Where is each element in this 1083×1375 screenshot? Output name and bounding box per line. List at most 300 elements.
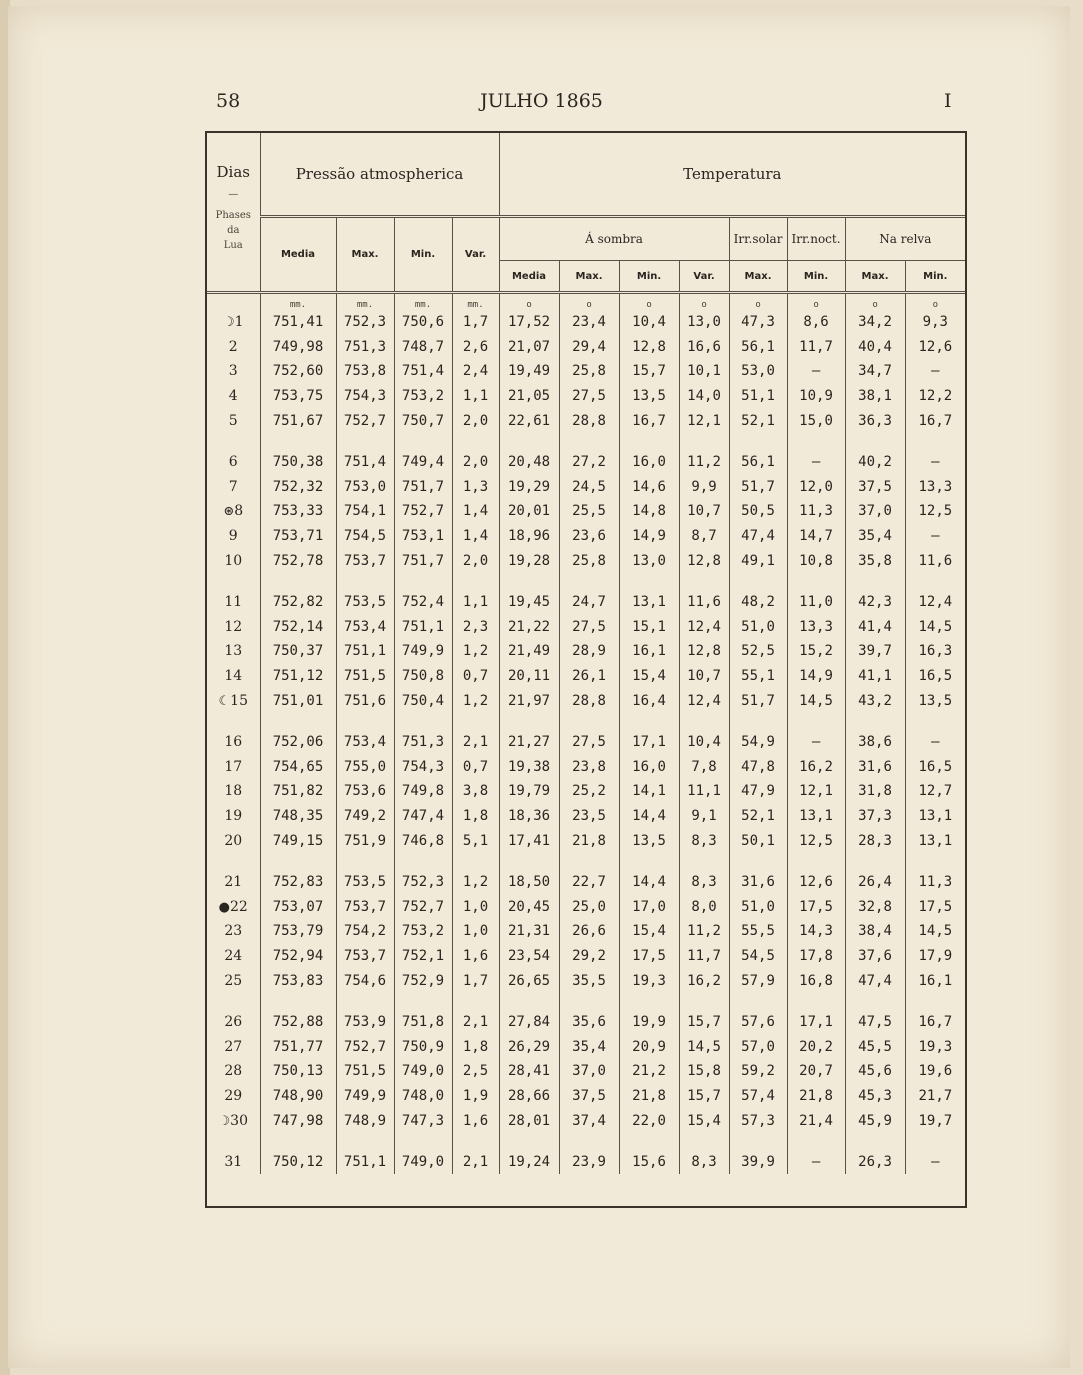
- cell-relva-min: —: [905, 524, 965, 549]
- spacer-cell: [260, 573, 336, 590]
- cell-pressao-min: 753,2: [394, 384, 452, 409]
- cell-sombra-min: 10,4: [619, 310, 679, 335]
- day-number: 4: [228, 388, 238, 405]
- cell-irr-noct-min: 12,5: [787, 828, 845, 853]
- group-spacer: [207, 433, 965, 450]
- spacer-cell: [729, 713, 787, 730]
- units-cell: [207, 293, 260, 311]
- cell-relva-max: 37,5: [845, 475, 905, 500]
- cell-sombra-min: 19,3: [619, 968, 679, 993]
- cell-pressao-min: 752,3: [394, 870, 452, 895]
- cell-sombra-max: 25,8: [559, 548, 619, 573]
- header-irr-solar-max: Max.: [729, 261, 787, 293]
- table-row: [207, 1084, 965, 1109]
- header-phases-line-3: Lua: [223, 240, 243, 251]
- cell-sombra-media: 28,01: [499, 1108, 559, 1133]
- cell-sombra-max: 28,9: [559, 639, 619, 664]
- cell-sombra-media: 28,66: [499, 1084, 559, 1109]
- unit-cell: mm.: [394, 293, 452, 311]
- cell-irr-solar-max: 57,0: [729, 1034, 787, 1059]
- cell-relva-max: 37,6: [845, 944, 905, 969]
- table-body: [207, 293, 965, 1175]
- unit-cell: o: [787, 293, 845, 311]
- day-number: 9: [228, 528, 238, 545]
- spacer-cell: [394, 713, 452, 730]
- header-phases-line-2: da: [227, 225, 240, 236]
- spacer-cell: [207, 433, 260, 450]
- spacer-cell: [729, 433, 787, 450]
- day-cell: [207, 944, 260, 969]
- cell-relva-min: 12,6: [905, 335, 965, 360]
- cell-sombra-min: 16,1: [619, 639, 679, 664]
- day-number: 2: [228, 338, 238, 355]
- header-pressao-var: Var.: [452, 217, 499, 293]
- cell-sombra-media: 21,31: [499, 919, 559, 944]
- cell-relva-min: 17,5: [905, 894, 965, 919]
- spacer-cell: [787, 853, 845, 870]
- cell-pressao-max: 753,0: [336, 475, 394, 500]
- cell-irr-solar-max: 59,2: [729, 1059, 787, 1084]
- spacer-cell: [679, 573, 729, 590]
- cell-relva-min: 21,7: [905, 1084, 965, 1109]
- day-number: 29: [224, 1087, 243, 1104]
- cell-irr-solar-max: 52,5: [729, 639, 787, 664]
- cell-pressao-media: 752,78: [260, 548, 336, 573]
- cell-irr-solar-max: 57,9: [729, 968, 787, 993]
- day-number: 22: [230, 898, 248, 915]
- cell-irr-solar-max: 51,1: [729, 384, 787, 409]
- header-phases-line-1: Phases: [215, 210, 251, 221]
- day-number: 31: [224, 1154, 243, 1171]
- table-row: [207, 828, 965, 853]
- cell-pressao-min: 751,3: [394, 730, 452, 755]
- cell-sombra-media: 27,84: [499, 1010, 559, 1035]
- cell-irr-solar-max: 48,2: [729, 590, 787, 615]
- day-cell: [207, 590, 260, 615]
- cell-pressao-media: 751,41: [260, 310, 336, 335]
- cell-pressao-max: 754,6: [336, 968, 394, 993]
- moon-phase-icon: ⊛: [223, 504, 235, 520]
- cell-irr-solar-max: 49,1: [729, 548, 787, 573]
- cell-relva-min: 17,9: [905, 944, 965, 969]
- cell-pressao-max: 752,7: [336, 408, 394, 433]
- day-cell: [207, 475, 260, 500]
- table-row: [207, 384, 965, 409]
- cell-pressao-media: 751,82: [260, 779, 336, 804]
- cell-relva-max: 35,8: [845, 548, 905, 573]
- cell-relva-max: 41,4: [845, 615, 905, 640]
- cell-pressao-min: 749,0: [394, 1059, 452, 1084]
- cell-relva-max: 37,0: [845, 499, 905, 524]
- cell-pressao-var: 1,8: [452, 1034, 499, 1059]
- cell-pressao-min: 746,8: [394, 828, 452, 853]
- spacer-cell: [499, 433, 559, 450]
- cell-relva-min: 11,3: [905, 870, 965, 895]
- meteorological-table: [207, 133, 965, 1174]
- cell-pressao-var: 1,8: [452, 804, 499, 829]
- cell-irr-solar-max: 51,7: [729, 688, 787, 713]
- day-cell: [207, 450, 260, 475]
- day-cell: [207, 1150, 260, 1175]
- cell-sombra-max: 29,2: [559, 944, 619, 969]
- spacer-cell: [336, 993, 394, 1010]
- cell-relva-min: 16,5: [905, 664, 965, 689]
- cell-irr-noct-min: 11,7: [787, 335, 845, 360]
- cell-relva-max: 26,3: [845, 1150, 905, 1175]
- day-cell: [207, 1084, 260, 1109]
- cell-irr-solar-max: 39,9: [729, 1150, 787, 1175]
- cell-pressao-media: 750,12: [260, 1150, 336, 1175]
- cell-pressao-max: 751,1: [336, 639, 394, 664]
- spacer-cell: [559, 993, 619, 1010]
- group-spacer: [207, 713, 965, 730]
- table-row: [207, 548, 965, 573]
- table-row: [207, 688, 965, 713]
- table-row: [207, 804, 965, 829]
- cell-relva-min: 9,3: [905, 310, 965, 335]
- unit-cell: o: [499, 293, 559, 311]
- cell-sombra-max: 27,2: [559, 450, 619, 475]
- cell-sombra-min: 22,0: [619, 1108, 679, 1133]
- spacer-cell: [729, 1133, 787, 1150]
- cell-sombra-media: 19,29: [499, 475, 559, 500]
- cell-sombra-min: 13,1: [619, 590, 679, 615]
- cell-irr-solar-max: 53,0: [729, 359, 787, 384]
- cell-pressao-media: 747,98: [260, 1108, 336, 1133]
- cell-pressao-max: 753,4: [336, 615, 394, 640]
- cell-irr-solar-max: 55,1: [729, 664, 787, 689]
- cell-pressao-var: 1,2: [452, 870, 499, 895]
- cell-irr-solar-max: 47,3: [729, 310, 787, 335]
- cell-relva-max: 43,2: [845, 688, 905, 713]
- cell-pressao-var: 2,1: [452, 1150, 499, 1175]
- cell-sombra-var: 12,8: [679, 639, 729, 664]
- cell-pressao-max: 751,4: [336, 450, 394, 475]
- cell-relva-max: 42,3: [845, 590, 905, 615]
- spacer-cell: [787, 1133, 845, 1150]
- day-number: 26: [224, 1014, 243, 1031]
- cell-sombra-max: 28,8: [559, 408, 619, 433]
- table-row: [207, 919, 965, 944]
- cell-pressao-max: 751,9: [336, 828, 394, 853]
- cell-relva-min: 13,5: [905, 688, 965, 713]
- cell-pressao-min: 751,1: [394, 615, 452, 640]
- cell-sombra-media: 21,27: [499, 730, 559, 755]
- cell-sombra-media: 20,45: [499, 894, 559, 919]
- day-number: 8: [234, 503, 244, 520]
- cell-pressao-max: 754,3: [336, 384, 394, 409]
- cell-relva-min: 12,5: [905, 499, 965, 524]
- day-cell: [207, 730, 260, 755]
- cell-irr-solar-max: 51,0: [729, 894, 787, 919]
- cell-pressao-var: 2,6: [452, 335, 499, 360]
- spacer-cell: [787, 573, 845, 590]
- cell-sombra-min: 14,6: [619, 475, 679, 500]
- day-cell: [207, 779, 260, 804]
- header-irr-noct: Irr.noct.: [787, 217, 845, 261]
- cell-sombra-var: 10,1: [679, 359, 729, 384]
- table-row: [207, 1108, 965, 1133]
- cell-sombra-max: 27,5: [559, 615, 619, 640]
- cell-irr-solar-max: 47,8: [729, 755, 787, 780]
- cell-pressao-var: 1,7: [452, 968, 499, 993]
- moon-phase-icon: ☾: [218, 693, 231, 709]
- spacer-cell: [499, 993, 559, 1010]
- day-cell: [207, 1059, 260, 1084]
- table-row: [207, 408, 965, 433]
- day-cell: [207, 894, 260, 919]
- day-cell: [207, 639, 260, 664]
- header-pressao-max: Max.: [336, 217, 394, 293]
- day-cell: [207, 335, 260, 360]
- cell-irr-solar-max: 31,6: [729, 870, 787, 895]
- cell-irr-noct-min: —: [787, 359, 845, 384]
- cell-sombra-var: 12,4: [679, 615, 729, 640]
- spacer-cell: [619, 1133, 679, 1150]
- spacer-cell: [394, 1133, 452, 1150]
- cell-irr-noct-min: 13,1: [787, 804, 845, 829]
- cell-pressao-min: 749,0: [394, 1150, 452, 1175]
- unit-cell: o: [679, 293, 729, 311]
- cell-relva-min: 12,4: [905, 590, 965, 615]
- cell-sombra-min: 15,7: [619, 359, 679, 384]
- moon-phase-icon: ☽: [222, 315, 235, 331]
- cell-pressao-media: 751,12: [260, 664, 336, 689]
- spacer-cell: [905, 573, 965, 590]
- cell-irr-noct-min: 14,9: [787, 664, 845, 689]
- cell-sombra-media: 18,50: [499, 870, 559, 895]
- table-row: [207, 1010, 965, 1035]
- cell-sombra-max: 23,9: [559, 1150, 619, 1175]
- spacer-cell: [336, 713, 394, 730]
- cell-irr-solar-max: 57,3: [729, 1108, 787, 1133]
- cell-pressao-var: 1,0: [452, 919, 499, 944]
- cell-sombra-var: 8,3: [679, 828, 729, 853]
- cell-irr-solar-max: 55,5: [729, 919, 787, 944]
- cell-pressao-media: 748,90: [260, 1084, 336, 1109]
- spacer-cell: [905, 713, 965, 730]
- day-cell: [207, 919, 260, 944]
- cell-sombra-max: 23,4: [559, 310, 619, 335]
- cell-sombra-media: 21,97: [499, 688, 559, 713]
- day-cell: [207, 1034, 260, 1059]
- cell-irr-noct-min: 16,2: [787, 755, 845, 780]
- unit-cell: o: [845, 293, 905, 311]
- cell-sombra-min: 14,9: [619, 524, 679, 549]
- cell-sombra-media: 19,49: [499, 359, 559, 384]
- cell-relva-max: 45,9: [845, 1108, 905, 1133]
- cell-irr-solar-max: 52,1: [729, 408, 787, 433]
- cell-relva-min: 19,6: [905, 1059, 965, 1084]
- cell-pressao-var: 2,1: [452, 1010, 499, 1035]
- cell-relva-max: 32,8: [845, 894, 905, 919]
- spacer-cell: [260, 853, 336, 870]
- cell-pressao-media: 753,33: [260, 499, 336, 524]
- cell-pressao-max: 752,7: [336, 1034, 394, 1059]
- cell-irr-solar-max: 51,7: [729, 475, 787, 500]
- cell-pressao-media: 752,82: [260, 590, 336, 615]
- cell-pressao-max: 753,7: [336, 944, 394, 969]
- table-row: [207, 1034, 965, 1059]
- cell-irr-noct-min: 15,0: [787, 408, 845, 433]
- cell-sombra-max: 24,7: [559, 590, 619, 615]
- cell-sombra-var: 16,6: [679, 335, 729, 360]
- cell-irr-solar-max: 57,4: [729, 1084, 787, 1109]
- cell-relva-min: —: [905, 730, 965, 755]
- day-cell: [207, 359, 260, 384]
- cell-sombra-var: 10,7: [679, 664, 729, 689]
- cell-irr-noct-min: 21,4: [787, 1108, 845, 1133]
- cell-sombra-min: 16,7: [619, 408, 679, 433]
- cell-irr-solar-max: 54,9: [729, 730, 787, 755]
- unit-cell: mm.: [336, 293, 394, 311]
- page-number: 58: [216, 90, 241, 112]
- unit-cell: o: [729, 293, 787, 311]
- table-row: [207, 475, 965, 500]
- cell-pressao-min: 750,6: [394, 310, 452, 335]
- cell-irr-solar-max: 50,5: [729, 499, 787, 524]
- day-number: 24: [224, 947, 243, 964]
- header-dias: [207, 133, 260, 293]
- cell-irr-noct-min: 10,9: [787, 384, 845, 409]
- spacer-cell: [729, 993, 787, 1010]
- cell-relva-min: 16,1: [905, 968, 965, 993]
- cell-sombra-min: 15,4: [619, 919, 679, 944]
- header-sombra-max: Max.: [559, 261, 619, 293]
- cell-pressao-min: 752,7: [394, 499, 452, 524]
- cell-irr-noct-min: —: [787, 730, 845, 755]
- spacer-cell: [260, 993, 336, 1010]
- table-row: [207, 664, 965, 689]
- table-row: [207, 1150, 965, 1175]
- unit-cell: mm.: [452, 293, 499, 311]
- spacer-cell: [336, 1133, 394, 1150]
- cell-sombra-max: 35,4: [559, 1034, 619, 1059]
- cell-pressao-media: 750,37: [260, 639, 336, 664]
- table-row: [207, 755, 965, 780]
- cell-sombra-media: 21,49: [499, 639, 559, 664]
- cell-relva-min: 16,7: [905, 1010, 965, 1035]
- day-cell: [207, 524, 260, 549]
- cell-relva-max: 39,7: [845, 639, 905, 664]
- day-cell: [207, 615, 260, 640]
- units-row: [207, 293, 965, 311]
- day-cell: [207, 1010, 260, 1035]
- day-number: 11: [224, 594, 243, 611]
- spacer-cell: [394, 853, 452, 870]
- table-row: [207, 944, 965, 969]
- cell-pressao-min: 752,1: [394, 944, 452, 969]
- cell-pressao-max: 753,7: [336, 548, 394, 573]
- cell-sombra-min: 15,6: [619, 1150, 679, 1175]
- cell-sombra-min: 13,0: [619, 548, 679, 573]
- spacer-cell: [452, 993, 499, 1010]
- cell-relva-min: 14,5: [905, 919, 965, 944]
- cell-relva-max: 41,1: [845, 664, 905, 689]
- cell-pressao-min: 747,4: [394, 804, 452, 829]
- cell-pressao-max: 753,6: [336, 779, 394, 804]
- cell-sombra-max: 23,8: [559, 755, 619, 780]
- cell-sombra-var: 12,8: [679, 548, 729, 573]
- spacer-cell: [499, 573, 559, 590]
- cell-sombra-max: 27,5: [559, 384, 619, 409]
- cell-pressao-max: 749,2: [336, 804, 394, 829]
- spacer-cell: [336, 433, 394, 450]
- spacer-cell: [452, 433, 499, 450]
- cell-relva-max: 40,4: [845, 335, 905, 360]
- cell-sombra-max: 22,7: [559, 870, 619, 895]
- cell-irr-solar-max: 52,1: [729, 804, 787, 829]
- cell-sombra-min: 17,5: [619, 944, 679, 969]
- cell-sombra-media: 20,48: [499, 450, 559, 475]
- cell-irr-noct-min: 11,0: [787, 590, 845, 615]
- cell-pressao-min: 752,4: [394, 590, 452, 615]
- spacer-cell: [207, 1133, 260, 1150]
- spacer-cell: [452, 853, 499, 870]
- cell-sombra-max: 26,6: [559, 919, 619, 944]
- cell-irr-noct-min: 11,3: [787, 499, 845, 524]
- cell-sombra-var: 14,5: [679, 1034, 729, 1059]
- spacer-cell: [845, 433, 905, 450]
- cell-relva-max: 31,6: [845, 755, 905, 780]
- cell-pressao-min: 749,8: [394, 779, 452, 804]
- spacer-cell: [845, 993, 905, 1010]
- day-cell: [207, 688, 260, 713]
- day-number: 5: [228, 412, 238, 429]
- unit-cell: o: [905, 293, 965, 311]
- cell-irr-noct-min: 17,1: [787, 1010, 845, 1035]
- cell-relva-max: 47,5: [845, 1010, 905, 1035]
- spacer-cell: [845, 853, 905, 870]
- cell-pressao-max: 751,3: [336, 335, 394, 360]
- cell-pressao-max: 752,3: [336, 310, 394, 335]
- cell-sombra-max: 21,8: [559, 828, 619, 853]
- cell-pressao-media: 753,71: [260, 524, 336, 549]
- cell-sombra-max: 23,5: [559, 804, 619, 829]
- cell-sombra-media: 20,01: [499, 499, 559, 524]
- cell-pressao-min: 748,0: [394, 1084, 452, 1109]
- table-row: [207, 499, 965, 524]
- spacer-cell: [336, 573, 394, 590]
- spacer-cell: [559, 853, 619, 870]
- cell-sombra-var: 9,9: [679, 475, 729, 500]
- spacer-cell: [679, 433, 729, 450]
- cell-relva-max: 45,6: [845, 1059, 905, 1084]
- spacer-cell: [787, 713, 845, 730]
- cell-relva-min: 16,3: [905, 639, 965, 664]
- cell-pressao-media: 754,65: [260, 755, 336, 780]
- cell-pressao-var: 2,3: [452, 615, 499, 640]
- cell-irr-noct-min: —: [787, 1150, 845, 1175]
- cell-relva-min: —: [905, 1150, 965, 1175]
- spacer-cell: [905, 853, 965, 870]
- table-row: [207, 894, 965, 919]
- cell-pressao-max: 753,4: [336, 730, 394, 755]
- spacer-cell: [207, 713, 260, 730]
- cell-relva-max: 31,8: [845, 779, 905, 804]
- table-row: [207, 968, 965, 993]
- day-number: 16: [224, 734, 243, 751]
- cell-pressao-var: 5,1: [452, 828, 499, 853]
- cell-sombra-media: 22,61: [499, 408, 559, 433]
- cell-pressao-media: 752,88: [260, 1010, 336, 1035]
- spacer-cell: [905, 993, 965, 1010]
- cell-relva-min: 16,7: [905, 408, 965, 433]
- cell-sombra-max: 24,5: [559, 475, 619, 500]
- cell-sombra-var: 15,4: [679, 1108, 729, 1133]
- spacer-cell: [845, 573, 905, 590]
- cell-irr-noct-min: 16,8: [787, 968, 845, 993]
